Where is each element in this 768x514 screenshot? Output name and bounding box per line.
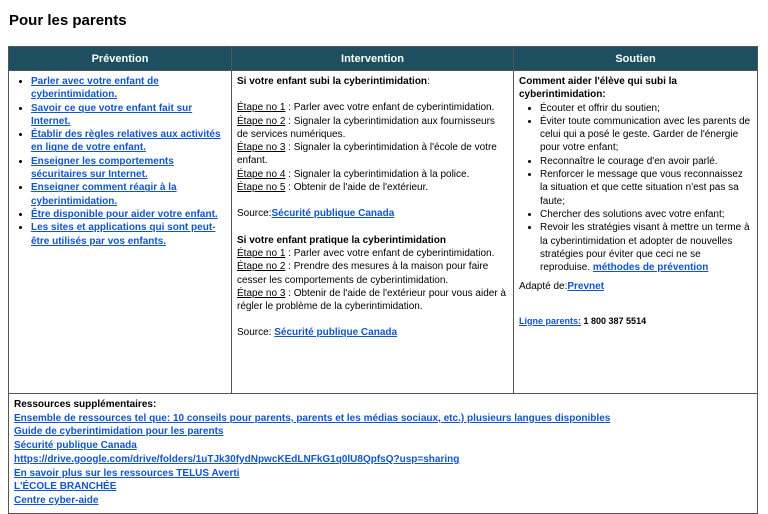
list-item: • Chercher des solutions avec votre enfant; xyxy=(540,208,752,221)
resource-link-1[interactable]: Ensemble de ressources tel que: 10 conseils pour parents, parents et les médias sociaux, etc.) plusieurs langues disponibles xyxy=(14,412,611,424)
prevention-link-7[interactable]: Les sites et applications qui sont peut-être utilisés par vos enfants. xyxy=(31,222,216,247)
phone-number: 1 800 387 5514 xyxy=(581,315,647,326)
step-line: Étape no 3 : Signaler la cyberintimidation à l'école de votre enfant. xyxy=(237,142,497,167)
list-item: • Revoir les stratégies visant à mettre un terme à la cyberintimidation et adopter de nouvelles stratégies pour éviter que ceci ne se reproduise. méthodes de prévention xyxy=(540,221,752,274)
prevention-list xyxy=(14,75,226,248)
header-intervention: Intervention xyxy=(232,47,514,71)
soutien-cell xyxy=(514,71,758,394)
list-item xyxy=(31,75,226,102)
header-row xyxy=(9,47,758,71)
source-link-2[interactable]: Sécurité publique Canada xyxy=(274,327,398,339)
resources-cell xyxy=(9,394,758,514)
resource-link-7[interactable]: Centre cyber-aide xyxy=(14,494,99,506)
list-item xyxy=(31,208,226,221)
adapted-line: Adapté de:Prevnet xyxy=(519,281,605,293)
step-line: Étape no 2 : Signaler la cyberintimidation aux fournisseurs de services numériques. xyxy=(237,115,495,140)
list-item xyxy=(31,181,226,208)
content-row xyxy=(9,71,758,394)
list-item: • Écouter et offrir du soutien; xyxy=(540,102,752,115)
resource-link-3[interactable]: Sécurité publique Canada xyxy=(14,440,137,452)
resource-link-6[interactable]: L'ÉCOLE BRANCHÉE xyxy=(14,481,117,493)
step-line: Étape no 1 : Parler avec votre enfant de cyberintimidation. xyxy=(237,102,495,114)
soutien-heading: Comment aider l'élève qui subi la cyberintimidation: xyxy=(519,76,677,101)
resource-link-4[interactable]: https://drive.google.com/drive/folders/1uTJk30fydNpwcKEdLNFkG1q0lU8QpfsQ?usp=sharing xyxy=(14,453,460,465)
header-soutien: Soutien xyxy=(514,47,758,71)
prevention-link-3[interactable]: Établir des règles relatives aux activités en ligne de votre enfant. xyxy=(31,129,221,154)
prevention-link-5[interactable]: Enseigner comment réagir à la cyberintimidation. xyxy=(31,182,177,207)
resource-link-5[interactable]: En savoir plus sur les ressources TELUS Averti xyxy=(14,467,240,479)
source-line-1: Source:Sécurité publique Canada xyxy=(237,208,395,220)
step-line: Étape no 2 : Prendre des mesures à la maison pour faire cesser les comportements de cyberintimidation. xyxy=(237,261,489,286)
list-item: • Renforcer le message que vous reconnaissez la situation et que cette situation n'est pas sa faute; xyxy=(540,168,752,208)
intervention-heading-1: Si votre enfant subi la cyberintimidation: xyxy=(237,76,430,87)
page-title: Pour les parents xyxy=(9,12,127,29)
phone-line xyxy=(519,315,752,328)
step-line: Étape no 1 : Parler avec votre enfant de cyberintimidation. xyxy=(237,247,495,259)
prevention-methods-link[interactable]: méthodes de prévention xyxy=(592,262,709,274)
step-line: Étape no 3 : Obtenir de l'aide de l'extérieur pour vous aider à régler le problème de la cyberintimidation. xyxy=(237,287,506,313)
prevnet-link[interactable]: Prevnet xyxy=(567,281,605,293)
list-item: • Éviter toute communication avec les parents de celui qui a posé le geste. Garder de l'énergie pour votre enfant; xyxy=(540,115,752,155)
soutien-list xyxy=(519,102,752,275)
intervention-heading-2: Si votre enfant pratique la cyberintimidation xyxy=(237,234,446,246)
resources-row xyxy=(9,394,758,514)
list-item xyxy=(31,102,226,129)
phone-label[interactable]: Ligne parents: xyxy=(519,315,582,326)
prevention-cell xyxy=(9,71,232,394)
step-line: Étape no 4 : Signaler la cyberintimidation à la police. xyxy=(237,168,470,180)
intervention-cell xyxy=(232,71,514,394)
list-item xyxy=(31,221,226,248)
list-item: • Reconnaître le courage d'en avoir parlé. xyxy=(540,155,752,168)
prevention-link-2[interactable]: Savoir ce que votre enfant fait sur Internet. xyxy=(31,102,193,127)
header-prevention: Prévention xyxy=(9,47,232,71)
step-line: Étape no 5 : Obtenir de l'aide de l'extérieur. xyxy=(237,182,429,194)
list-item xyxy=(31,128,226,155)
source-link-1[interactable]: Sécurité publique Canada xyxy=(271,208,395,220)
parents-table xyxy=(8,46,758,514)
prevention-link-6[interactable]: Être disponible pour aider votre enfant. xyxy=(31,208,218,220)
prevention-link-1[interactable]: Parler avec votre enfant de cyberintimidation. xyxy=(31,76,159,101)
prevention-link-4[interactable]: Enseigner les comportements sécuritaires sur Internet. xyxy=(31,155,174,181)
resource-link-2[interactable]: Guide de cyberintimidation pour les parents xyxy=(14,426,224,438)
list-item xyxy=(31,155,226,182)
resources-heading: Ressources supplémentaires: xyxy=(14,399,157,410)
source-line-2: Source: Sécurité publique Canada xyxy=(237,327,398,339)
